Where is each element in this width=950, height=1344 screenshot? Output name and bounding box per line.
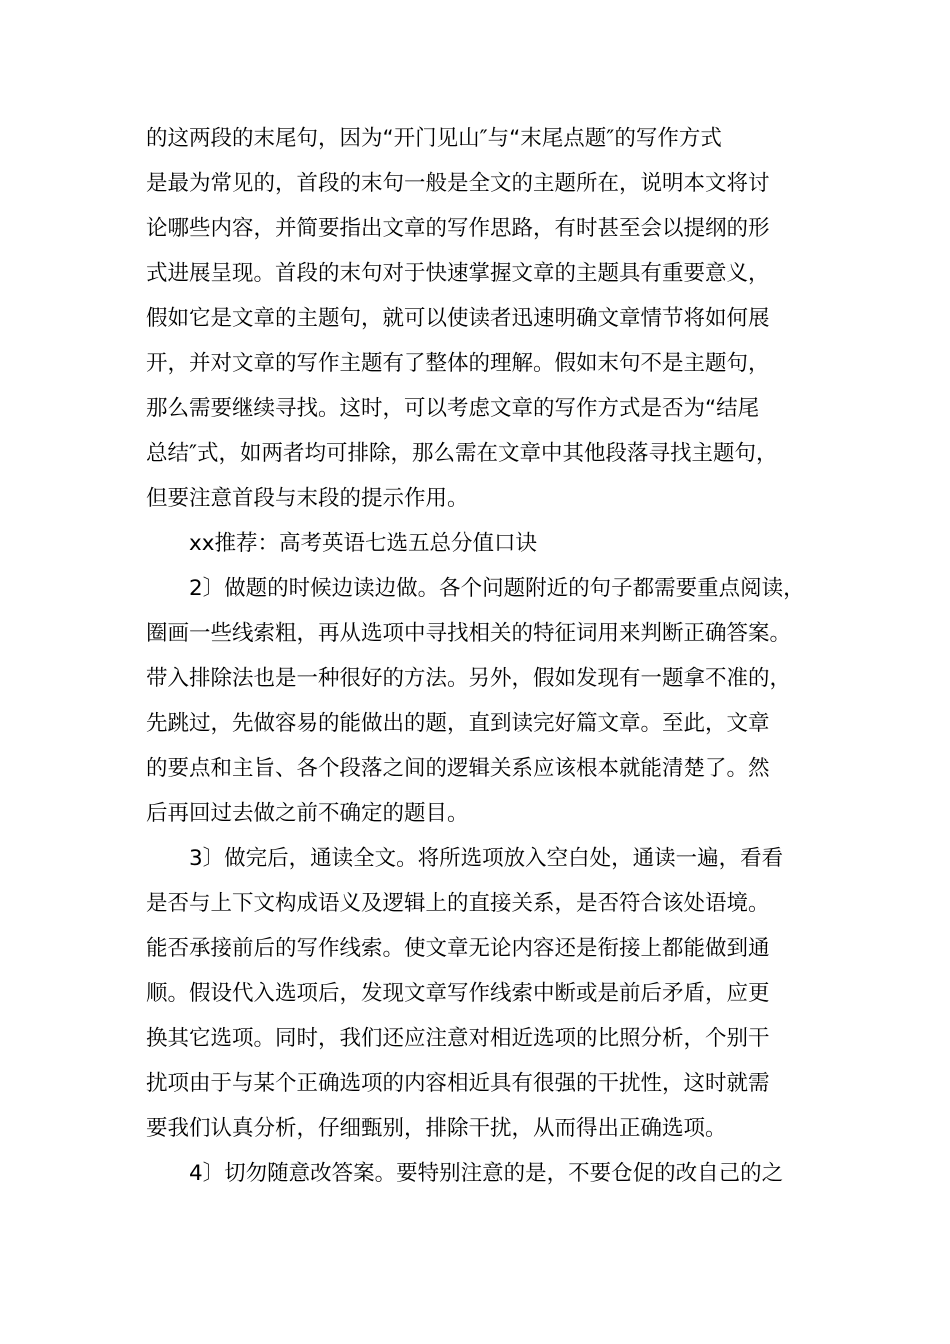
text-line: 4〕切勿随意改答案。要特别注意的是，不要仓促的改自己的之 bbox=[189, 1161, 784, 1186]
text-line: 那么需要继续寻找。这时，可以考虑文章的写作方式是否为“结尾 bbox=[146, 396, 760, 421]
document-body bbox=[146, 116, 820, 1196]
text-line: 扰项由于与某个正确选项的内容相近具有很强的干扰性，这时就需 bbox=[146, 1071, 770, 1096]
text-line: 带入排除法也是一种很好的方法。另外，假如发现有一题拿不准的， bbox=[146, 666, 792, 691]
text-line: 论哪些内容，并简要指出文章的写作思路，有时甚至会以提纲的形 bbox=[146, 216, 770, 241]
text-line: 但要注意首段与末段的提示作用。 bbox=[146, 486, 469, 511]
text-line: 后再回过去做之前不确定的题目。 bbox=[146, 801, 469, 826]
text-line: 圈画一些线索粗，再从选项中寻找相关的特征词用来判断正确答案。 bbox=[146, 621, 792, 646]
text-line: 先跳过，先做容易的能做出的题，直到读完好篇文章。至此，文章 bbox=[146, 711, 770, 736]
text-line: 的要点和主旨、各个段落之间的逻辑关系应该根本就能清楚了。然 bbox=[146, 756, 770, 781]
text-line: 假如它是文章的主题句，就可以使读者迅速明确文章情节将如何展 bbox=[146, 306, 770, 331]
text-line: 能否承接前后的写作线索。使文章无论内容还是衔接上都能做到通 bbox=[146, 936, 770, 961]
text-line: 开，并对文章的写作主题有了整体的理解。假如末句不是主题句， bbox=[146, 351, 770, 376]
text-line: 2〕做题的时候边读边做。各个问题附近的句子都需要重点阅读， bbox=[189, 576, 805, 601]
text-line: 3〕做完后，通读全文。将所选项放入空白处，通读一遍，看看 bbox=[189, 846, 784, 871]
recommendation-line: xx推荐：高考英语七选五总分值口诀 bbox=[189, 531, 537, 556]
text-line: 换其它选项。同时，我们还应注意对相近选项的比照分析，个别干 bbox=[146, 1026, 770, 1051]
text-line: 是最为常见的，首段的末句一般是全文的主题所在，说明本文将讨 bbox=[146, 171, 770, 196]
text-line: 的这两段的末尾句，因为“开门见山″与“末尾点题″的写作方式 bbox=[146, 126, 722, 151]
text-line: 是否与上下文构成语义及逻辑上的直接关系，是否符合该处语境。 bbox=[146, 891, 770, 916]
text-line: 总结″式，如两者均可排除，那么需在文章中其他段落寻找主题句， bbox=[146, 441, 778, 466]
paragraph-item-2 bbox=[146, 566, 820, 836]
paragraph-item-3 bbox=[146, 836, 820, 1151]
text-line: 顺。假设代入选项后，发现文章写作线索中断或是前后矛盾，应更 bbox=[146, 981, 770, 1006]
paragraph-item-4 bbox=[146, 1151, 820, 1196]
paragraph-1 bbox=[146, 116, 820, 521]
paragraph-recommendation bbox=[146, 521, 820, 566]
text-line: 要我们认真分析，仔细甄别，排除干扰，从而得出正确选项。 bbox=[146, 1116, 727, 1141]
text-line: 式进展呈现。首段的末句对于快速掌握文章的主题具有重要意义， bbox=[146, 261, 770, 286]
